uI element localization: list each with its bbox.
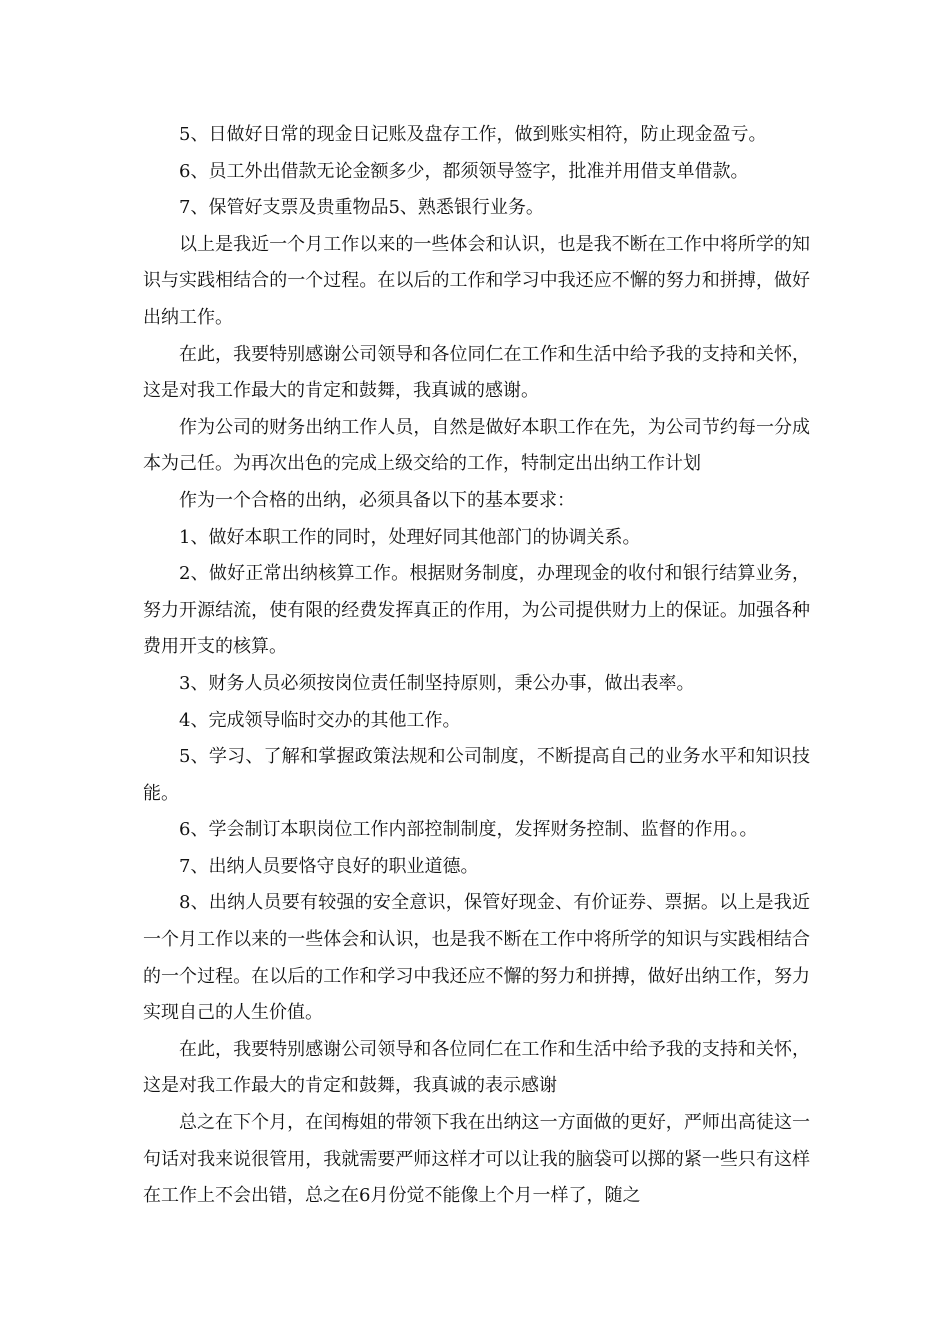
paragraph-4: 以上是我近一个月工作以来的一些体会和认识，也是我不断在工作中将所学的知识与实践相结合的一个过程。在以后的工作和学习中我还应不懈的努力和拼搏，做好出纳工作。 [143, 233, 810, 328]
paragraph-8: 1、做好本职工作的同时，处理好同其他部门的协调关系。 [179, 526, 641, 548]
paragraph-13: 6、学会制订本职岗位工作内部控制制度，发挥财务控制、监督的作用。。 [179, 819, 758, 841]
document-body [143, 117, 810, 1215]
paragraph-9: 2、做好正常出纳核算工作。根据财务制度，办理现金的收付和银行结算业务，努力开源结流，使有限的经费发挥真正的作用，为公司提供财力上的保证。加强各种费用开支的核算。 [143, 563, 810, 658]
paragraph-17: 总之在下个月，在闰梅姐的带领下我在出纳这一方面做的更好，严师出高徒这一句话对我来说很管用，我就需要严师这样才可以让我的脑袋可以掷的紧一些只有这样在工作上不会出错，总之在6月份觉不能像上个月一样了，随之 [143, 1112, 810, 1207]
paragraph-7: 作为一个合格的出纳，必须具备以下的基本要求： [179, 489, 575, 511]
paragraph-1: 5、日做好日常的现金日记账及盘存工作，做到账实相符，防止现金盈亏。 [179, 124, 767, 145]
paragraph-15: 8、出纳人员要有较强的安全意识，保管好现金、有价证券、票据。以上是我近一个月工作以来的一些体会和认识，也是我不断在工作中将所学的知识与实践相结合的一个过程。在以后的工作和学习中我还应不懈的努力和拼搏，做好出纳工作，努力实现自己的人生价值。 [143, 892, 810, 1024]
paragraph-11: 4、完成领导临时交办的其他工作。 [179, 709, 461, 731]
paragraph-2: 6、员工外出借款无论金额多少，都须领导签字，批准并用借支单借款。 [179, 160, 749, 182]
paragraph-14: 7、出纳人员要恪守良好的职业道德。 [179, 855, 479, 877]
paragraph-16: 在此，我要特别感谢公司领导和各位同仁在工作和生活中给予我的支持和关怀，这是对我工作最大的肯定和鼓舞，我真诚的表示感谢 [143, 1038, 810, 1097]
paragraph-5: 在此，我要特别感谢公司领导和各位同仁在工作和生活中给予我的支持和关怀，这是对我工作最大的肯定和鼓舞，我真诚的感谢。 [143, 343, 810, 402]
paragraph-10: 3、财务人员必须按岗位责任制坚持原则，秉公办事，做出表率。 [179, 672, 695, 694]
paragraph-3: 7、保管好支票及贵重物品5、熟悉银行业务。 [179, 197, 544, 219]
paragraph-12: 5、学习、了解和掌握政策法规和公司制度，不断提高自己的业务水平和知识技能。 [143, 746, 810, 804]
paragraph-6: 作为公司的财务出纳工作人员，自然是做好本职工作在先，为公司节约每一分成本为己任。为再次出色的完成上级交给的工作，特制定出出纳工作计划 [143, 416, 810, 475]
